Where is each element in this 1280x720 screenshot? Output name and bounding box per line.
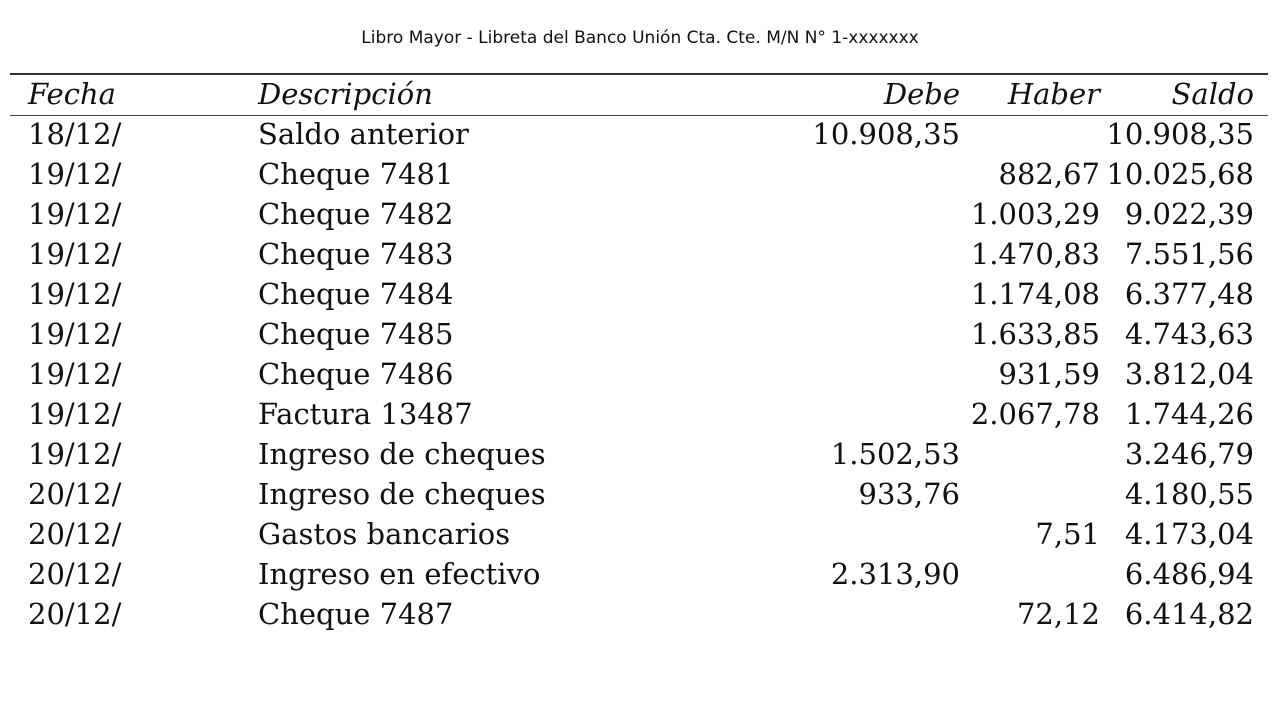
cell-saldo: 4.180,55 <box>1124 477 1254 511</box>
header-debe: Debe <box>883 77 960 111</box>
cell-descripcion: Ingreso de cheques <box>258 437 546 471</box>
table-row <box>0 394 1280 434</box>
table-row <box>0 354 1280 394</box>
table-row <box>0 514 1280 554</box>
cell-saldo: 6.414,82 <box>1124 597 1254 631</box>
cell-saldo: 10.908,35 <box>1106 117 1254 151</box>
table-row <box>0 274 1280 314</box>
cell-saldo: 10.025,68 <box>1106 157 1254 191</box>
cell-fecha: 19/12/ <box>28 397 122 431</box>
table-row <box>0 474 1280 514</box>
cell-haber: 2.067,78 <box>970 397 1100 431</box>
cell-fecha: 20/12/ <box>28 517 122 551</box>
cell-fecha: 19/12/ <box>28 317 122 351</box>
header-haber: Haber <box>1007 77 1100 111</box>
cell-haber: 1.470,83 <box>970 237 1100 271</box>
cell-haber: 7,51 <box>1035 517 1100 551</box>
cell-descripcion: Cheque 7481 <box>258 157 454 191</box>
table-row <box>0 194 1280 234</box>
cell-descripcion: Cheque 7484 <box>258 277 454 311</box>
cell-fecha: 19/12/ <box>28 437 122 471</box>
cell-descripcion: Cheque 7487 <box>258 597 454 631</box>
cell-fecha: 19/12/ <box>28 157 122 191</box>
header-saldo: Saldo <box>1171 77 1254 111</box>
table-row <box>0 434 1280 474</box>
table-row <box>0 314 1280 354</box>
cell-descripcion: Saldo anterior <box>258 117 469 151</box>
cell-fecha: 18/12/ <box>28 117 122 151</box>
cell-haber: 72,12 <box>1016 597 1100 631</box>
table-row <box>0 554 1280 594</box>
cell-descripcion: Ingreso de cheques <box>258 477 546 511</box>
cell-debe: 2.313,90 <box>830 557 960 591</box>
cell-haber: 931,59 <box>998 357 1100 391</box>
cell-fecha: 20/12/ <box>28 557 122 591</box>
cell-descripcion: Ingreso en efectivo <box>258 557 541 591</box>
header-descripcion: Descripción <box>258 77 433 111</box>
table-row <box>0 114 1280 154</box>
cell-fecha: 20/12/ <box>28 477 122 511</box>
cell-descripcion: Cheque 7486 <box>258 357 454 391</box>
cell-debe: 1.502,53 <box>830 437 960 471</box>
cell-haber: 882,67 <box>998 157 1100 191</box>
cell-descripcion: Cheque 7485 <box>258 317 454 351</box>
cell-debe: 933,76 <box>858 477 960 511</box>
cell-fecha: 19/12/ <box>28 197 122 231</box>
table-header-row <box>0 74 1280 114</box>
cell-saldo: 3.812,04 <box>1124 357 1254 391</box>
cell-fecha: 19/12/ <box>28 277 122 311</box>
cell-descripcion: Cheque 7483 <box>258 237 454 271</box>
cell-haber: 1.633,85 <box>970 317 1100 351</box>
cell-saldo: 7.551,56 <box>1124 237 1254 271</box>
page-title: Libro Mayor - Libreta del Banco Unión Cta. Cte. M/N N° 1-xxxxxxx <box>361 28 919 48</box>
cell-saldo: 9.022,39 <box>1124 197 1254 231</box>
cell-haber: 1.003,29 <box>970 197 1100 231</box>
cell-saldo: 6.486,94 <box>1124 557 1254 591</box>
cell-haber: 1.174,08 <box>970 277 1100 311</box>
cell-debe: 10.908,35 <box>812 117 960 151</box>
table-row <box>0 594 1280 634</box>
header-fecha: Fecha <box>28 77 116 111</box>
table-row <box>0 234 1280 274</box>
cell-fecha: 19/12/ <box>28 357 122 391</box>
cell-saldo: 6.377,48 <box>1124 277 1254 311</box>
cell-saldo: 3.246,79 <box>1124 437 1254 471</box>
cell-saldo: 4.173,04 <box>1124 517 1254 551</box>
table-row <box>0 154 1280 194</box>
cell-saldo: 4.743,63 <box>1124 317 1254 351</box>
cell-fecha: 19/12/ <box>28 237 122 271</box>
cell-descripcion: Factura 13487 <box>258 397 473 431</box>
cell-descripcion: Gastos bancarios <box>258 517 511 551</box>
cell-fecha: 20/12/ <box>28 597 122 631</box>
cell-descripcion: Cheque 7482 <box>258 197 454 231</box>
cell-saldo: 1.744,26 <box>1124 397 1254 431</box>
